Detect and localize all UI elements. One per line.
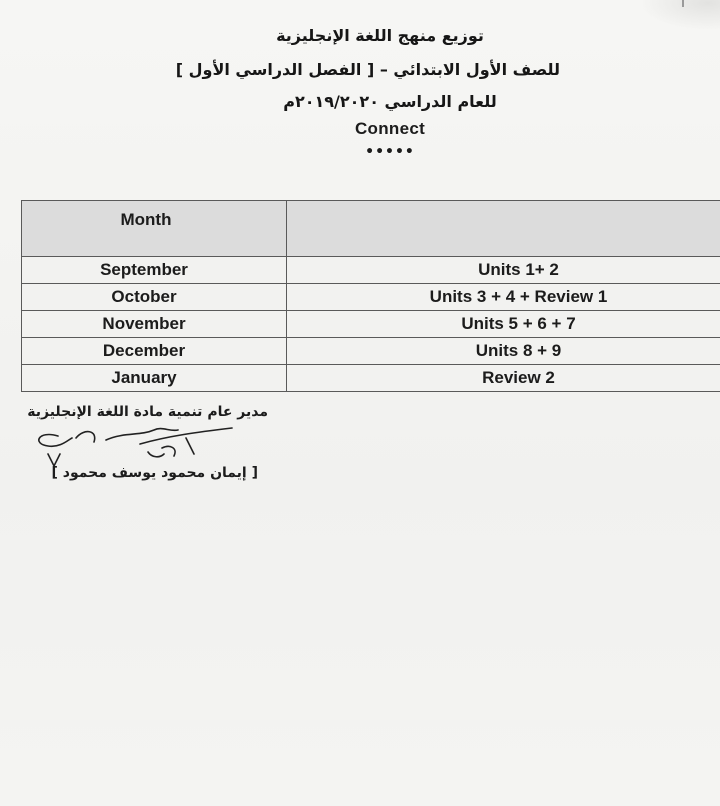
table-row bbox=[22, 284, 720, 311]
units-cell: Units 5 + 6 + 7 bbox=[287, 311, 720, 338]
month-cell: December bbox=[22, 338, 287, 365]
month-cell: October bbox=[22, 284, 287, 311]
handwritten-signature bbox=[28, 418, 248, 470]
signatory-name: [ إيمان محمود يوسف محمود ] bbox=[51, 465, 258, 481]
academic-year-line: للعام الدراسي ٢٠١٩/٢٠٢٠م bbox=[283, 92, 497, 111]
signatory-title: مدير عام تنمية مادة اللغة الإنجليزية bbox=[27, 404, 268, 420]
month-cell: September bbox=[22, 257, 287, 284]
grade-term-line: للصف الأول الابتدائي – [ الفصل الدراسي الأول ] bbox=[175, 60, 560, 79]
month-cell: November bbox=[22, 311, 287, 338]
units-cell: Units 1+ 2 bbox=[287, 257, 720, 284]
table-row bbox=[22, 365, 720, 392]
units-cell: Units 8 + 9 bbox=[287, 338, 720, 365]
document-title: توزيع منهج اللغة الإنجليزية bbox=[276, 26, 484, 45]
curriculum-table bbox=[21, 200, 720, 392]
decorative-dots: ••••• bbox=[365, 144, 415, 160]
table-row bbox=[22, 338, 720, 365]
month-column-header: Month bbox=[22, 201, 287, 257]
corner-shadow bbox=[640, 0, 720, 30]
units-cell: Units 3 + 4 + Review 1 bbox=[287, 284, 720, 311]
units-column-header bbox=[287, 201, 720, 257]
table-row bbox=[22, 257, 720, 284]
course-name: Connect bbox=[354, 119, 426, 138]
table-row bbox=[22, 311, 720, 338]
units-cell: Review 2 bbox=[287, 365, 720, 392]
table-header-row bbox=[22, 201, 720, 257]
scan-mark bbox=[682, 0, 684, 7]
month-cell: January bbox=[22, 365, 287, 392]
